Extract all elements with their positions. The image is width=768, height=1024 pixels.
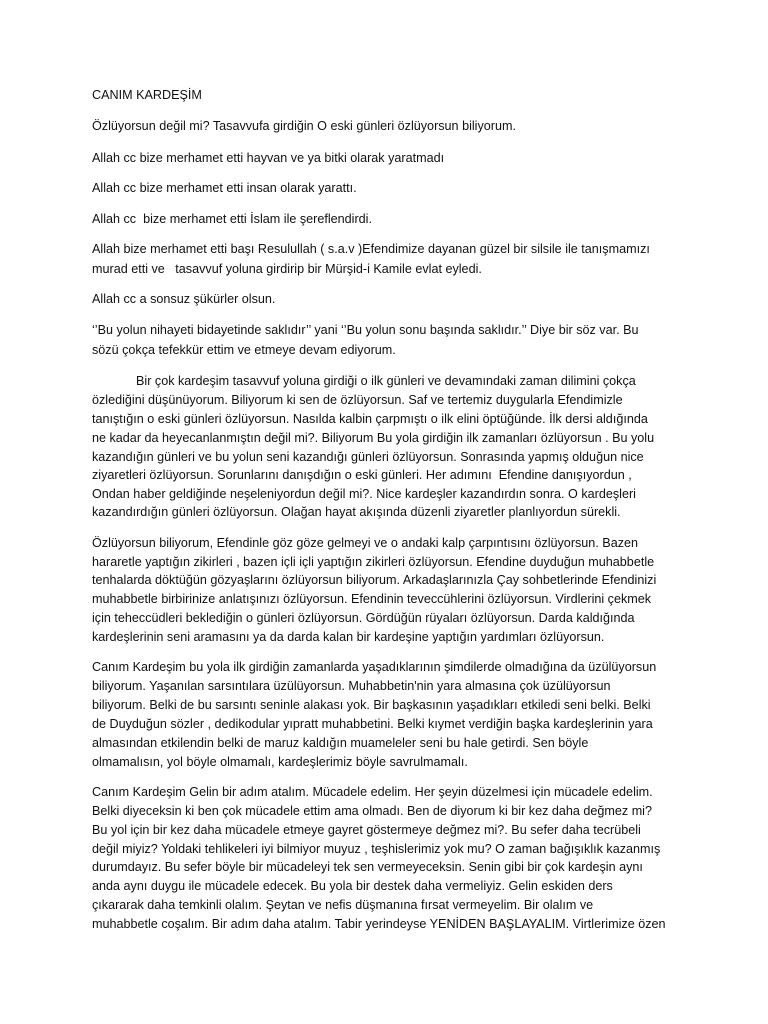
text-line: biliyorum. Belki de bu sarsıntı seninle alakası yok. Bir başkasının yaşadıkları etkiledi seni belki. Belki xyxy=(92,698,651,712)
text-line: Allah bize merhamet etti başı Resulullah ( s.a.v )Efendimize dayanan güzel bir silsile ile tanışmamızı xyxy=(92,242,650,256)
text-line: Özlüyorsun değil mi? Tasavvufa girdiğin O eski günleri özlüyorsun biliyorum. xyxy=(92,119,516,133)
text-line: olmamalısın, yol böyle olmamalı, kardeşlerimiz böyle savrulmamalı. xyxy=(92,755,468,769)
text-line: Bu yol için bir kez daha mücadele etmeye gayret göstermeye değmez mi?. Bu sefer daha tecrübeli xyxy=(92,823,641,837)
text-line: değil miyiz? Yoldaki tehlikeleri iyi bilmiyor muyuz , teşhislerimiz yok mu? O zaman bağışıklık kazanmış xyxy=(92,842,661,856)
text-line: özlediğini düşünüyorum. Biliyorum ki sen de özlüyorsun. Saf ve tertemiz duygularla Efendimizle xyxy=(92,393,623,407)
text-line: durumdayız. Bu sefer böyle bir mücadeleyi tek sen vermeyeceksin. Senin gibi bir çok kardeşin aynı xyxy=(92,860,643,874)
text-line: Canım Kardeşim Gelin bir adım atalım. Mücadele edelim. Her şeyin düzelmesi için mücadele edelim. xyxy=(92,785,653,799)
text-line: çıkararak daha temkinli olalım. Şeytan ve nefis düşmanına fırsat vermeyelim. Bir olalım ve xyxy=(92,898,594,912)
text-line: biliyorum. Yaşanılan sarsıntılara üzülüyorsun. Muhabbetin'nin yara almasına çok üzülüyorsun xyxy=(92,679,611,693)
text-line: kazandırdığın günleri özlüyorsun. Olağan hayat akışında düzenli ziyaretler planlıyordun sürekli. xyxy=(92,505,621,519)
text-line: hararetle yaptığın zikirleri , bazen içli içli yaptığın zikirleri özlüyorsun. Efendine duyduğun muhabbetle xyxy=(92,555,655,569)
text-line: kazandığın günleri ve bu yolun seni kazandığı günleri özlüyorsun. Sonrasında yapmış olduğun nice xyxy=(92,450,644,464)
text-line: murad etti ve tasavvuf yoluna girdirip bir Mürşid-i Kamile evlat eyledi. xyxy=(92,262,482,276)
text-line: muhabbetle coşalım. Bir adım daha atalım. Tabir yerindeyse YENİDEN BAŞLAYALIM. Virtlerimize özen xyxy=(92,917,666,931)
text-line: Canım Kardeşim bu yola ilk girdiğin zamanlarda yaşadıklarının şimdilerde olmadığına da üzülüyorsun xyxy=(92,660,657,674)
text-line: ‘’Bu yolun nihayeti bidayetinde saklıdır’’ yani ‘’Bu yolun sonu başında saklıdır.’’ Diye bir söz var. Bu xyxy=(92,323,639,337)
text-line: Allah cc bize merhamet etti hayvan ve ya bitki olarak yaratmadı xyxy=(92,151,445,165)
text-line: anda aynı duygu ile mücadele edecek. Bu yola bir destek daha vermeliyiz. Gelin eskiden ders xyxy=(92,879,613,893)
text-line: Allah cc bize merhamet etti İslam ile şereflendirdi. xyxy=(92,212,372,226)
text-line: sözü çokça tefekkür ettim ve etmeye devam ediyorum. xyxy=(92,343,396,357)
text-line: Allah cc bize merhamet etti insan olarak yarattı. xyxy=(92,181,357,195)
text-line: ziyaretleri özlüyorsun. Sorunlarını danışdığın o eski günleri. Her adımını Efendine danışıyordun , xyxy=(92,468,632,482)
text-line: de Duyduğun sözler , dedikodular yıpratt muhabbetini. Belki kıymet verdiğin başka kardeşlerinin yara xyxy=(92,717,653,731)
text-line: muhabbetle birbirinize anlatışınızı özlüyorsun. Efendinin teveccühlerini özlüyorsun. Virdlerini çekmek xyxy=(92,592,652,606)
text-line: kardeşlerinin seni aramasını ya da darda kalan bir kardeşine yaptığın yardımları özlüyorsun. xyxy=(92,630,605,644)
text-line: tenhalarda döktüğün gözyaşlarını özlüyorsun biliyorum. Arkadaşlarınızla Çay sohbetlerinde Efendinizi xyxy=(92,573,657,587)
text-line: almasından etkilendin belki de maruz kaldığın muameleler seni bu hale getirdi. Sen böyle xyxy=(92,736,589,750)
text-line: Özlüyorsun biliyorum, Efendinle göz göze gelmeyi ve o andaki kalp çarpıntısını özlüyorsun. Bazen xyxy=(92,536,639,550)
text-line: Belki diyeceksin ki ben çok mücadele ettim ama olmadı. Ben de diyorum ki bir kez daha değmez mi? xyxy=(92,804,652,818)
document-title: CANIM KARDEŞİM xyxy=(92,88,202,102)
text-line: tanıştığın o eski günleri özlüyorsun. Nasılda kalbin çarpmıştı o ilk elini öptüğünde. İlk dersi aldığında xyxy=(92,412,648,426)
text-line: için teheccüdleri beklediğin o günleri özlüyorsun. Gördüğün rüyaları özlüyorsun. Darda kaldığında xyxy=(92,611,635,625)
text-line: Bir çok kardeşim tasavvuf yoluna girdiği o ilk günleri ve devamındaki zaman dilimini çokça xyxy=(136,374,636,388)
text-line: Ondan haber geldiğinde neşeleniyordun değil mi?. Nice kardeşler kazandırdın sonra. O kardeşleri xyxy=(92,487,636,501)
text-line: Allah cc a sonsuz şükürler olsun. xyxy=(92,292,276,306)
text-line: ne kadar da heyecanlanmıştın değil mi?. Biliyorum Bu yola girdiğin ilk zamanları özlüyorsun . Bu yolu xyxy=(92,431,655,445)
